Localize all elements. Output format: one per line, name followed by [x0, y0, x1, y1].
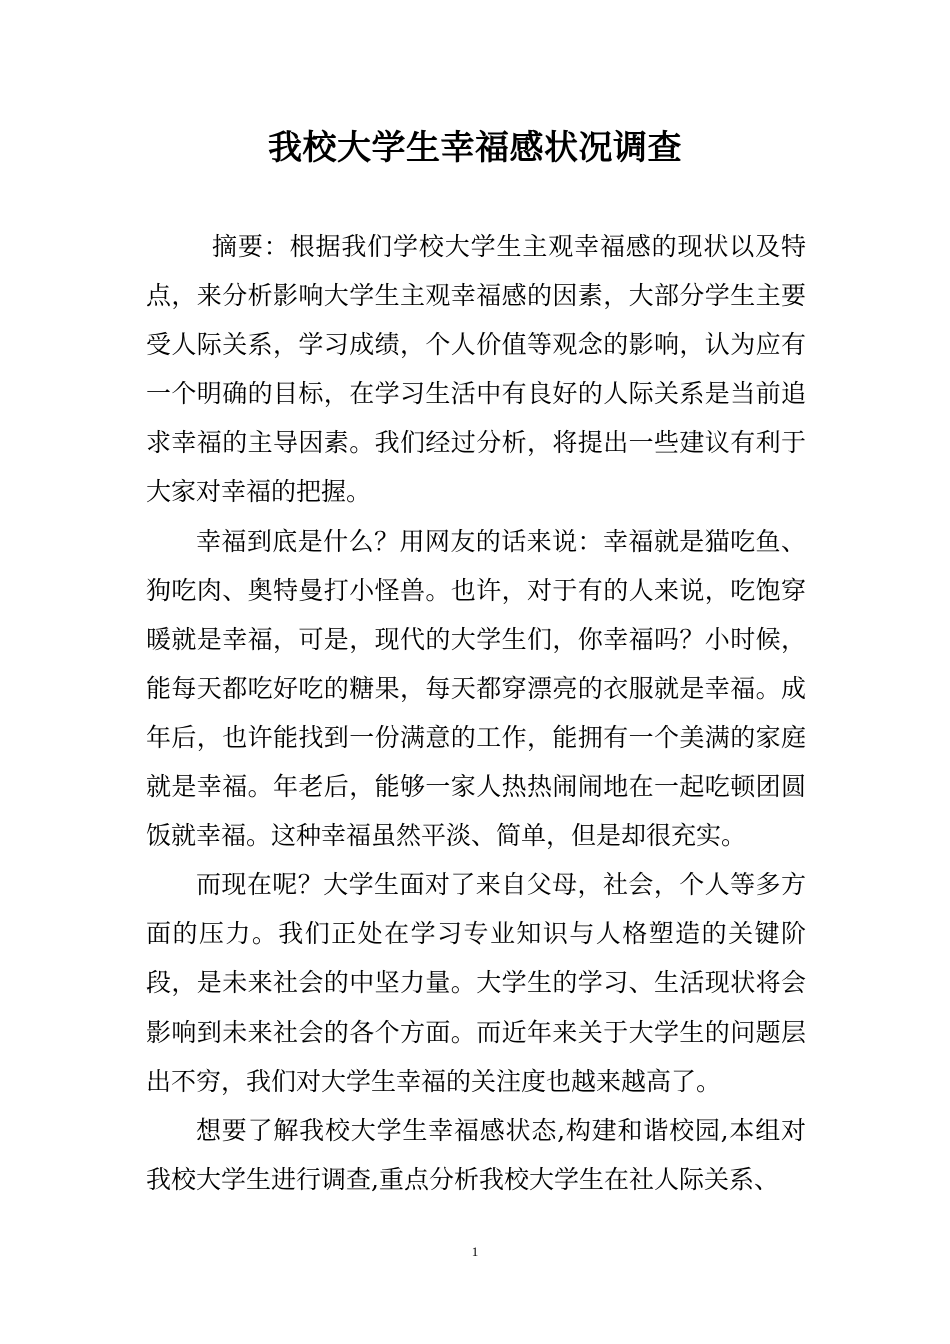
body-paragraph: 想要了解我校大学生幸福感状态,构建和谐校园,本组对我校大学生进行调查,重点分析我校大学生在社人际关系、	[146, 1115, 806, 1194]
abstract-paragraph	[146, 222, 806, 517]
body-paragraph: 幸福到底是什么？用网友的话来说：幸福就是猫吃鱼、狗吃肉、奥特曼打小怪兽。也许，对于有的人来说，吃饱穿暖就是幸福，可是，现代的大学生们，你幸福吗？小时候，能每天都吃好吃的糖果，每天都穿漂亮的衣服就是幸福。成年后，也许能找到一份满意的工作，能拥有一个美满的家庭就是幸福。年老后，能够一家人热热闹闹地在一起吃顿团圆饭就幸福。这种幸福虽然平淡、简单，但是却很充实。	[146, 526, 806, 851]
abstract-label: 摘要	[212, 232, 264, 261]
body-paragraph: 而现在呢？大学生面对了来自父母，社会，个人等多方面的压力。我们正处在学习专业知识与人格塑造的关键阶段，是未来社会的中坚力量。大学生的学习、生活现状将会影响到未来社会的各个方面。而近年来关于大学生的问题层出不穷，我们对大学生幸福的关注度也越来越高了。	[146, 870, 806, 1096]
page-number: 1	[471, 1244, 479, 1259]
document-title: 我校大学生幸福感状况调查	[268, 128, 682, 168]
document-body	[146, 222, 806, 1204]
abstract-text: ：根据我们学校大学生主观幸福感的现状以及特点，来分析影响大学生主观幸福感的因素，大部分学生主要受人际关系，学习成绩，个人价值等观念的影响，认为应有一个明确的目标，在学习生活中有良好的人际关系是当前追求幸福的主导因素。我们经过分析，将提出一些建议有利于大家对幸福的把握。	[146, 232, 806, 507]
